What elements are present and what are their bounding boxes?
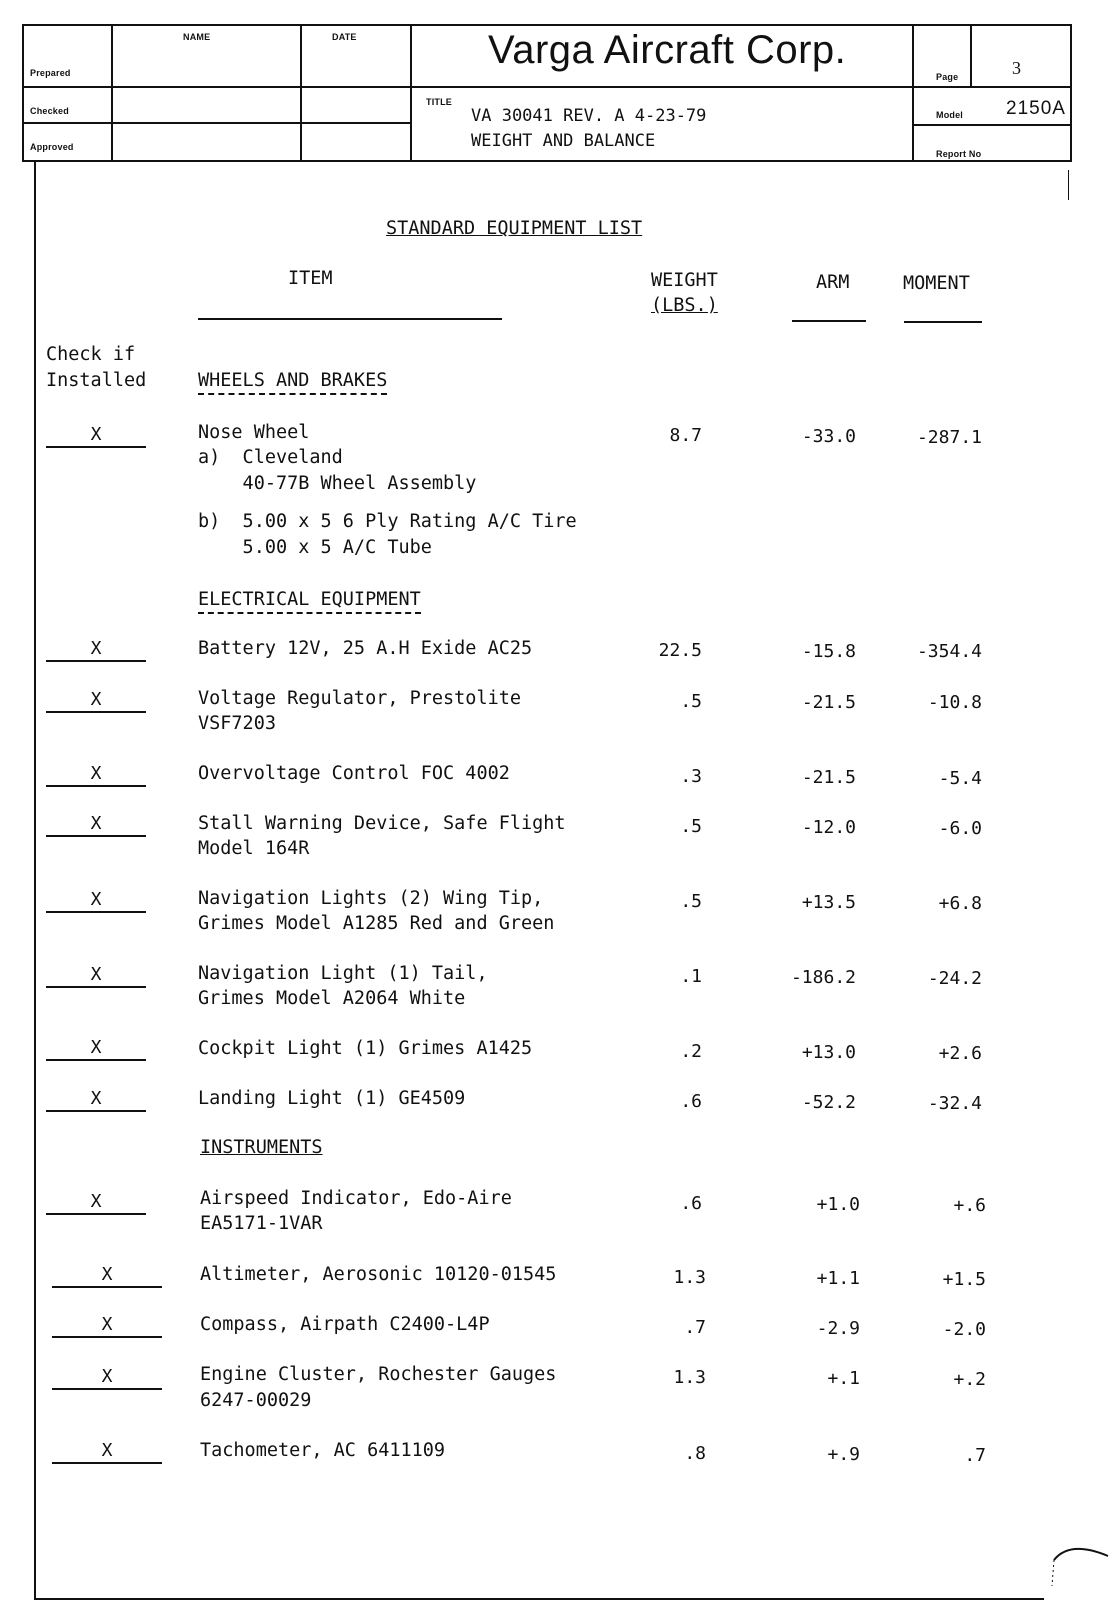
item-nose-wheel-line5: 5.00 x 5 A/C Tube bbox=[198, 537, 432, 558]
header-model-value: 2150A bbox=[1006, 98, 1066, 119]
installed-check-altimeter[interactable]: X bbox=[52, 1264, 162, 1288]
item-altimeter: Altimeter, Aerosonic 10120-01545 bbox=[200, 1264, 557, 1285]
section-wheels-and-brakes: WHEELS AND BRAKES bbox=[198, 370, 387, 395]
item-airspeed-indicator-line2: EA5171-1VAR bbox=[200, 1213, 323, 1234]
column-item-header: ITEM bbox=[288, 268, 333, 289]
weight-nose-wheel: 8.7 bbox=[669, 425, 702, 446]
arm-stall-warning: -12.0 bbox=[801, 817, 856, 838]
header-mid-rule-2 bbox=[22, 122, 412, 124]
item-overvoltage: Overvoltage Control FOC 4002 bbox=[198, 763, 510, 784]
installed-check-landing-light[interactable]: X bbox=[46, 1088, 146, 1112]
installed-check-nav-lights-wing[interactable]: X bbox=[46, 889, 146, 913]
item-airspeed-indicator: Airspeed Indicator, Edo-Aire bbox=[200, 1188, 512, 1209]
installed-label: Installed bbox=[46, 370, 147, 391]
item-engine-cluster-line2: 6247-00029 bbox=[200, 1390, 312, 1411]
weight-nav-lights-wing: .5 bbox=[680, 891, 702, 912]
page-right-edge-mark bbox=[1068, 170, 1069, 200]
header-col-date: DATE bbox=[332, 32, 357, 42]
item-nav-lights-wing: Navigation Lights (2) Wing Tip, bbox=[198, 888, 544, 909]
item-voltage-regulator-line2: VSF7203 bbox=[198, 713, 276, 734]
header-name-rule bbox=[111, 24, 113, 162]
arm-airspeed-indicator: +1.0 bbox=[816, 1194, 860, 1215]
weight-engine-cluster: 1.3 bbox=[673, 1367, 706, 1388]
installed-check-airspeed-indicator[interactable]: X bbox=[46, 1191, 146, 1215]
item-nose-wheel-line2: a) Cleveland bbox=[198, 447, 343, 468]
moment-overvoltage: -5.4 bbox=[938, 768, 982, 789]
header-page-label: Page bbox=[936, 72, 959, 82]
page-left-border bbox=[34, 160, 36, 1600]
document-title-line-2: WEIGHT AND BALANCE bbox=[471, 131, 656, 151]
weight-compass: .7 bbox=[684, 1317, 706, 1338]
arm-compass: -2.9 bbox=[816, 1318, 860, 1339]
arm-nav-lights-wing: +13.5 bbox=[801, 892, 856, 913]
item-cockpit-light: Cockpit Light (1) Grimes A1425 bbox=[198, 1038, 533, 1059]
header-title-rule bbox=[410, 24, 412, 162]
installed-check-compass[interactable]: X bbox=[52, 1314, 162, 1338]
column-moment-header: MOMENT bbox=[903, 273, 970, 294]
column-weight-unit: (LBS.) bbox=[651, 295, 718, 316]
header-row-approved: Approved bbox=[30, 142, 74, 152]
header-report-label: Report No bbox=[936, 149, 982, 159]
installed-check-nav-light-tail[interactable]: X bbox=[46, 964, 146, 988]
item-nose-wheel-line4: b) 5.00 x 5 6 Ply Rating A/C Tire bbox=[198, 511, 577, 532]
column-arm-rule bbox=[792, 320, 866, 322]
column-moment-rule bbox=[904, 321, 982, 323]
item-stall-warning: Stall Warning Device, Safe Flight bbox=[198, 813, 566, 834]
column-weight-header: WEIGHT bbox=[651, 270, 718, 291]
arm-tachometer: +.9 bbox=[827, 1444, 860, 1465]
weight-tachometer: .8 bbox=[684, 1443, 706, 1464]
section-electrical-equipment: ELECTRICAL EQUIPMENT bbox=[198, 589, 421, 614]
weight-stall-warning: .5 bbox=[680, 816, 702, 837]
arm-cockpit-light: +13.0 bbox=[801, 1042, 856, 1063]
installed-check-nose-wheel[interactable]: X bbox=[46, 424, 146, 448]
installed-check-cockpit-light[interactable]: X bbox=[46, 1037, 146, 1061]
moment-nose-wheel: -287.1 bbox=[916, 427, 982, 448]
weight-overvoltage: .3 bbox=[680, 766, 702, 787]
arm-altimeter: +1.1 bbox=[816, 1268, 860, 1289]
check-if-label: Check if bbox=[46, 344, 136, 365]
page-bottom-border bbox=[34, 1598, 1044, 1600]
installed-check-battery[interactable]: X bbox=[46, 638, 146, 662]
moment-cockpit-light: +2.6 bbox=[938, 1043, 982, 1064]
item-nose-wheel: Nose Wheel bbox=[198, 422, 310, 443]
item-landing-light: Landing Light (1) GE4509 bbox=[198, 1088, 466, 1109]
moment-tachometer: .7 bbox=[964, 1445, 986, 1466]
moment-stall-warning: -6.0 bbox=[938, 818, 982, 839]
item-nav-light-tail-line2: Grimes Model A2064 White bbox=[198, 988, 466, 1009]
weight-voltage-regulator: .5 bbox=[680, 691, 702, 712]
item-nav-lights-wing-line2: Grimes Model A1285 Red and Green bbox=[198, 913, 555, 934]
installed-check-overvoltage[interactable]: X bbox=[46, 763, 146, 787]
header-row-checked: Checked bbox=[30, 106, 69, 116]
item-voltage-regulator: Voltage Regulator, Prestolite bbox=[198, 688, 522, 709]
header-date-rule bbox=[300, 24, 302, 162]
installed-check-engine-cluster[interactable]: X bbox=[52, 1366, 162, 1390]
header-page-rule bbox=[912, 24, 914, 162]
weight-cockpit-light: .2 bbox=[680, 1041, 702, 1062]
header-title-label: TITLE bbox=[426, 97, 452, 107]
section-instruments: INSTRUMENTS bbox=[200, 1137, 323, 1158]
weight-airspeed-indicator: .6 bbox=[680, 1193, 702, 1214]
header-bottom-rule bbox=[22, 160, 1072, 162]
arm-engine-cluster: +.1 bbox=[827, 1368, 860, 1389]
installed-check-stall-warning[interactable]: X bbox=[46, 813, 146, 837]
item-battery: Battery 12V, 25 A.H Exide AC25 bbox=[198, 638, 533, 659]
item-compass: Compass, Airpath C2400-L4P bbox=[200, 1314, 490, 1335]
header-mid-rule-1 bbox=[22, 86, 1072, 88]
header-left-rule bbox=[22, 24, 24, 162]
arm-nose-wheel: -33.0 bbox=[801, 426, 856, 447]
page-curl-mark bbox=[1050, 1530, 1110, 1590]
moment-nav-light-tail: -24.2 bbox=[927, 968, 982, 989]
header-row-prepared: Prepared bbox=[30, 68, 71, 78]
moment-airspeed-indicator: +.6 bbox=[953, 1195, 986, 1216]
moment-compass: -2.0 bbox=[942, 1319, 986, 1340]
item-engine-cluster: Engine Cluster, Rochester Gauges bbox=[200, 1364, 557, 1385]
header-mid-rule-3 bbox=[912, 124, 1072, 126]
header-top-rule bbox=[22, 24, 1072, 26]
arm-nav-light-tail: -186.2 bbox=[790, 967, 856, 988]
arm-overvoltage: -21.5 bbox=[801, 767, 856, 788]
item-tachometer: Tachometer, AC 6411109 bbox=[200, 1440, 446, 1461]
moment-landing-light: -32.4 bbox=[927, 1093, 982, 1114]
weight-battery: 22.5 bbox=[658, 640, 702, 661]
header-pagenum-rule bbox=[970, 24, 972, 88]
list-title: STANDARD EQUIPMENT LIST bbox=[386, 218, 643, 239]
item-nav-light-tail: Navigation Light (1) Tail, bbox=[198, 963, 488, 984]
header-page-value: 3 bbox=[1012, 58, 1021, 78]
arm-voltage-regulator: -21.5 bbox=[801, 692, 856, 713]
moment-nav-lights-wing: +6.8 bbox=[938, 893, 982, 914]
moment-engine-cluster: +.2 bbox=[953, 1369, 986, 1390]
moment-altimeter: +1.5 bbox=[942, 1269, 986, 1290]
column-item-rule bbox=[198, 318, 502, 320]
arm-battery: -15.8 bbox=[801, 641, 856, 662]
header-right-rule bbox=[1070, 24, 1072, 162]
weight-nav-light-tail: .1 bbox=[680, 966, 702, 987]
document-title-line-1: VA 30041 REV. A 4-23-79 bbox=[471, 106, 707, 126]
header-col-name: NAME bbox=[183, 32, 211, 42]
moment-battery: -354.4 bbox=[916, 641, 982, 662]
item-nose-wheel-line3: 40-77B Wheel Assembly bbox=[198, 473, 477, 494]
moment-voltage-regulator: -10.8 bbox=[927, 692, 982, 713]
column-arm-header: ARM bbox=[816, 272, 850, 293]
weight-landing-light: .6 bbox=[680, 1091, 702, 1112]
weight-altimeter: 1.3 bbox=[673, 1267, 706, 1288]
item-stall-warning-line2: Model 164R bbox=[198, 838, 310, 859]
header-model-label: Model bbox=[936, 110, 963, 120]
company-name: Varga Aircraft Corp. bbox=[488, 28, 847, 72]
installed-check-tachometer[interactable]: X bbox=[52, 1440, 162, 1464]
installed-check-voltage-regulator[interactable]: X bbox=[46, 689, 146, 713]
arm-landing-light: -52.2 bbox=[801, 1092, 856, 1113]
